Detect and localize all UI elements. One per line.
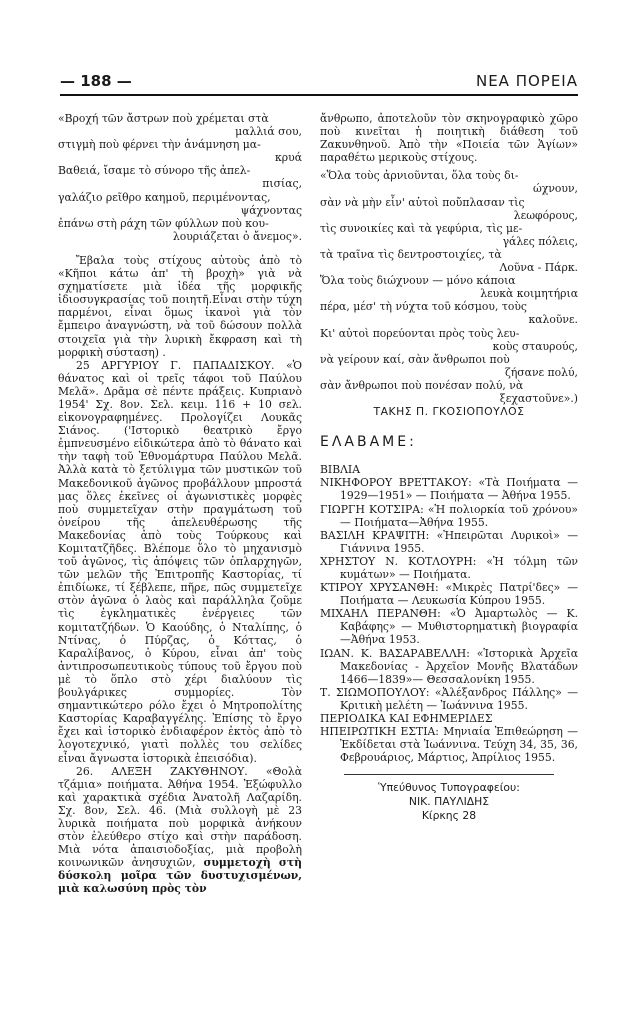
poem-line: Λοῦνα - Πάρκ. — [499, 261, 578, 275]
poem-line: σὰν ἄνθρωποι ποὺ πονέσαν πολύ, νὰ — [320, 378, 524, 392]
poem-line: λευκὰ κοιμητήρια — [480, 287, 578, 301]
received-entry: ΜΙΧΑΗΛ ΠΕΡΑΝΘΗ: «Ὁ Ἀμαρτωλὸς — Κ. Καβάφης» — Μυθιστορηματικὴ βιογραφία—Ἀθήνα 1953. — [320, 607, 578, 647]
poem-line: λεωφόρους, — [513, 208, 578, 222]
review-continuation: ἄνθρωπο, ἀποτελοῦν τὸν σκηνογραφικὸ χῶρο ποὺ κινεῖται ἡ ποιητικὴ διάθεση τοῦ Ζακυνθηνοῦ. Ἀπὸ τὴν «Ποιεία τῶν Ἁγίων» παραθέτω μερικοὺς στίχους. — [320, 112, 578, 165]
received-entry: ΚΤΙΡΟΥ ΧΡΥΣΑΝΘΗ: «Μικρὲς Πατρί'δες» — Ποιήματα — Λευκωσία Κύπρου 1955. — [320, 581, 578, 608]
section-title: ΕΛΑΒΑΜΕ: — [320, 434, 417, 451]
received-entry: ΙΩΑΝ. Κ. ΒΑΣΑΡΑΒΕΛΛΗ: «Ἱστορικὰ Ἀρχεῖα Μακεδονίας - Ἀρχεῖον Μονῆς Βλατάδων 1466—1839»— Θεσσαλονίκη 1955. — [320, 646, 578, 686]
poem-line: ξεχαστοῦνε».) — [499, 391, 578, 405]
poem-line: νὰ γείρουν καί, σὰν ἄνθρωποι ποὺ — [320, 352, 510, 366]
poem-line: τὰ τραῖνα τὶς δεντροστοιχίες, τὰ — [320, 247, 502, 261]
periodical-entry: ΗΠΕΙΡΩΤΙΚΗ ΕΣΤΙΑ: Μηνιαία Ἐπιθεώρηση — Ἐκδίδεται στὰ Ἰωάννινα. Τεύχη 34, 35, 36, Φεβρουάριος, Μάρτιος, Ἀπρίλιος 1955. — [320, 725, 578, 765]
entry-body-end: συμμετοχὴ στὴ δύσκολη μοῖρα τῶν δυστυχισμένων, μιὰ καλωσύνη πρὸς τὸν — [58, 856, 302, 896]
poem-line: μαλλιά σου, — [235, 125, 302, 139]
poem-line: ψάχνοντας — [240, 203, 302, 217]
entry-heading: 25 ΑΡΓΥΡΙΟΥ Γ. ΠΑΠΑΔΙΣΚΟΥ. — [76, 358, 275, 372]
right-column — [320, 112, 578, 823]
received-entry: ΧΡΗΣΤΟΥ Ν. ΚΟΤΛΟΥΡΗ: «Ἡ τόλμη τῶν κυμάτων» — Ποιήματα. — [320, 554, 578, 581]
poem-line: πισίας, — [262, 177, 302, 191]
poem-line: Βαθειά, ἴσαμε τὸ σύνορο τῆς ἀπελ- — [58, 164, 251, 178]
poem-line: «Βροχή τῶν ἄστρων ποὺ χρέμεται στὰ — [58, 112, 269, 125]
entry-body: «Θολὰ τζάμια» ποιήματα. Ἀθήνα 1954. Ἐξώφυλλο καὶ χαρακτικὰ σχέδια Ἀνατολῆ Λαζαρίδη. Σχ. 8ον, Σελ. 46. (Μιὰ συλλογὴ μὲ 23 λυρικὰ ποιήματα ποὺ μορφικὰ ἀνήκουν στὸν ἐλεύθερο στίχο καὶ στὴν παράδοση. Μιὰ νότα ἀπαισιοδοξίας, μιὰ προβολὴ κοινωνικῶν ἀνησυχιῶν, — [58, 764, 302, 870]
periodicals-heading: ΠΕΡΙΟΔΙΚΑ ΚΑΙ ΕΦΗΜΕΡΙΔΕΣ — [320, 712, 493, 726]
poem-line: λουριάζεται ὁ ἄνεμος». — [172, 229, 302, 243]
page-number: — 188 — — [60, 72, 132, 90]
received-entry: ΝΙΚΗΦΟΡΟΥ ΒΡΕΤΤΑΚΟΥ: «Τὰ Ποιήματα — 1929—1951» — Ποιήματα — Ἀθήνα 1955. — [320, 476, 578, 503]
poem-line: ζήσανε πολύ, — [504, 365, 578, 379]
entry-body: «Ὁ θάνατος καὶ οἱ τρεῖς τάφοι τοῦ Παύλου Μελᾶ». Δρᾶμα σὲ πέντε πράξεις. Κυπριανὸ 1954' Σχ. 8ον. Σελ. κειμ. 116 + 10 σελ. εἰκονογραφημένες. Προλογίζει Λουκᾶς Σιάνος. ('Ιστορικὸ θεατρικὸ ἔργο ἐμπνευσμένο εἰδικώτερα ἀπὸ τὸ θάνατο καὶ τὴν ταφὴ τοῦ Ἐθνομάρτυρα Παύλου Μελᾶ. Ἀλλὰ κατὰ τὸ ξετύλιγμα τῶν μυστικῶν τοῦ Μακεδονικοῦ ἀγῶνος προβάλλουν μπροστά μας ὅλες ἐκεῖνες οἱ ἀγωνιστικὲς μορφὲς ποὺ συμμετεῖχαν στὴν πραγμάτωση τοῦ ὀνείρου τῆς ἀπελευθέρωσης τῆς Μακεδονίας ἀπὸ τοὺς Τούρκους καὶ Κομιτατζῆδες. Βλέπομε ὅλο τὸ μηχανισμὸ τοῦ ἀγῶνος, τὶς ἀπόψεις τῶν ὁπλαρχηγῶν, τῶν μελῶν τῆς Ἐπιτροπῆς Καστορίας, τί ἐπιδίωκε, τί ξέβλεπε, πῆρε, πῶς συμμετεῖχε στὸν ἀγῶνα ὁ λαὸς καὶ παράλληλα ζοῦμε τὶς ἐγκληματικὲς ἐνέργειες τῶν κομιτατζήδων. Ὁ Καούδης, ὁ Νταλίπης, ὁ Ντίνας, ὁ Πύρζας, ὁ Κόττας, ὁ Καραλίβανος, ὁ Κύρου, εἶναι ἀπ' τοὺς ἀντιπροσωπευτικοὺς τύπους τοῦ ἔργου ποὺ μὲ τὸ ὅπλο στὸ χέρι διαλύουν τὶς βουλγάρικες συμμορίες. Τὸν σημαντικώτερο ρόλο ἔχει ὁ Μητροπολίτης Καστορίας Καραβαγγέλης. Ἐπίσης τὸ ἔργο ἔχει καὶ ἱστορικὸ ἐνδιαφέρον ἐκτὸς ἀπὸ τὸ λογοτεχνικό, γιατὶ πολλὲς του σελίδες εἶναι ἄγνωστα ἱστορικὰ ἐπεισόδια). — [58, 358, 303, 765]
poem-excerpt — [58, 112, 302, 243]
poem-line: «Ὅλα τοὺς ἀρνιοῦνται, ὅλα τοὺς δι- — [320, 169, 519, 183]
page-header — [60, 70, 578, 96]
poem-line: Κι' αὐτοὶ πορεύονται πρὸς τοὺς λευ- — [320, 326, 520, 340]
printer-address: Κίρκης 28 — [421, 809, 477, 823]
review-entry-25 — [58, 359, 302, 765]
subsection-title: ΒΙΒΛΙΑ — [320, 463, 360, 477]
poem-line: γάλες πόλεις, — [502, 234, 578, 248]
printer-name: ΝΙΚ. ΠΑΥΛΙΔΗΣ — [408, 795, 490, 809]
poem-line: γαλάζιο ρεῖθρο καημοῦ, περιμένοντας, — [58, 190, 271, 204]
received-entry: ΓΙΩΡΓΗ ΚΟΤΣΙΡΑ: «Ἡ πολιορκία τοῦ χρόνου» — Ποιήματα—Ἀθήνα 1955. — [320, 502, 578, 529]
poem-line: ώχνουν, — [533, 182, 578, 196]
poem-line: κρυά — [275, 151, 302, 165]
poem-line: καλοῦνε. — [528, 313, 578, 327]
poem-line: Ὅλα τοὺς διώχνουν — μόνο κάποια — [320, 274, 516, 288]
poem-line: τὶς συνοικίες καὶ τὰ γεφύρια, τὶς με- — [320, 221, 523, 235]
author-signature: ΤΑΚΗΣ Π. ΓΚΟΣΙΟΠΟΥΛΟΣ — [373, 405, 525, 419]
poem-line: ἐπάνω στὴ ράχη τῶν φύλλων ποὺ κου- — [58, 216, 269, 230]
poem-excerpt — [320, 169, 578, 405]
poem-line: πέρα, μέσ' τὴ νύχτα τοῦ κόσμου, τοὺς — [320, 300, 527, 314]
printer-label: Ὑπεύθυνος Τυπογραφείου: — [378, 781, 520, 795]
received-entry: Τ. ΣΙΩΜΟΠΟΥΛΟΥ: «Ἀλέξανδρος Πάλλης» — Κριτικὴ μελέτη — Ἰωάννινα 1955. — [320, 685, 578, 712]
poem-line: σὰν νὰ μὴν εἶν' αὐτοὶ ποὔπλασαν τὶς — [320, 195, 525, 209]
poem-line: κοὺς σταυρούς, — [492, 339, 578, 353]
left-column — [58, 112, 302, 896]
poem-line: στιγμὴ ποὺ φέρνει τὴν ἀνάμνηση μα- — [58, 138, 261, 152]
magazine-title: ΝΕΑ ΠΟΡΕΙΑ — [475, 72, 578, 90]
divider — [344, 774, 554, 775]
received-entry: ΒΑΣΙΛΗ ΚΡΑΨΙΤΗ: «Ἠπειρῶται Λυρικοὶ» — Γιάννινα 1955. — [320, 528, 578, 555]
review-entry-26 — [58, 765, 302, 896]
review-paragraph: Ἔβαλα τοὺς στίχους αὐτοὺς ἀπὸ τὸ «Κῆποι κάτω ἀπ' τὴ βροχὴ» γιὰ νὰ σχηματίσετε μιὰ ἰδέα τῆς μορφικῆς ἰδιοσυγκρασίας τοῦ ποιητῆ.Εἶναι στὴν τύχη παρμένοι, εἶναι ὅμως ἱκανοὶ γιὰ τὸν ἔμπειρο ἀναγνώστη, νὰ τοῦ δώσουν πολλὰ στοιχεῖα γιὰ τὴν λυρικὴ ἔκφραση καὶ τὴ μορφικὴ σύσταση) . — [58, 253, 302, 359]
printer-info — [320, 781, 578, 823]
entry-heading: 26. ΑΛΕΞΗ ΖΑΚΥΘΗΝΟΥ. — [76, 764, 248, 778]
